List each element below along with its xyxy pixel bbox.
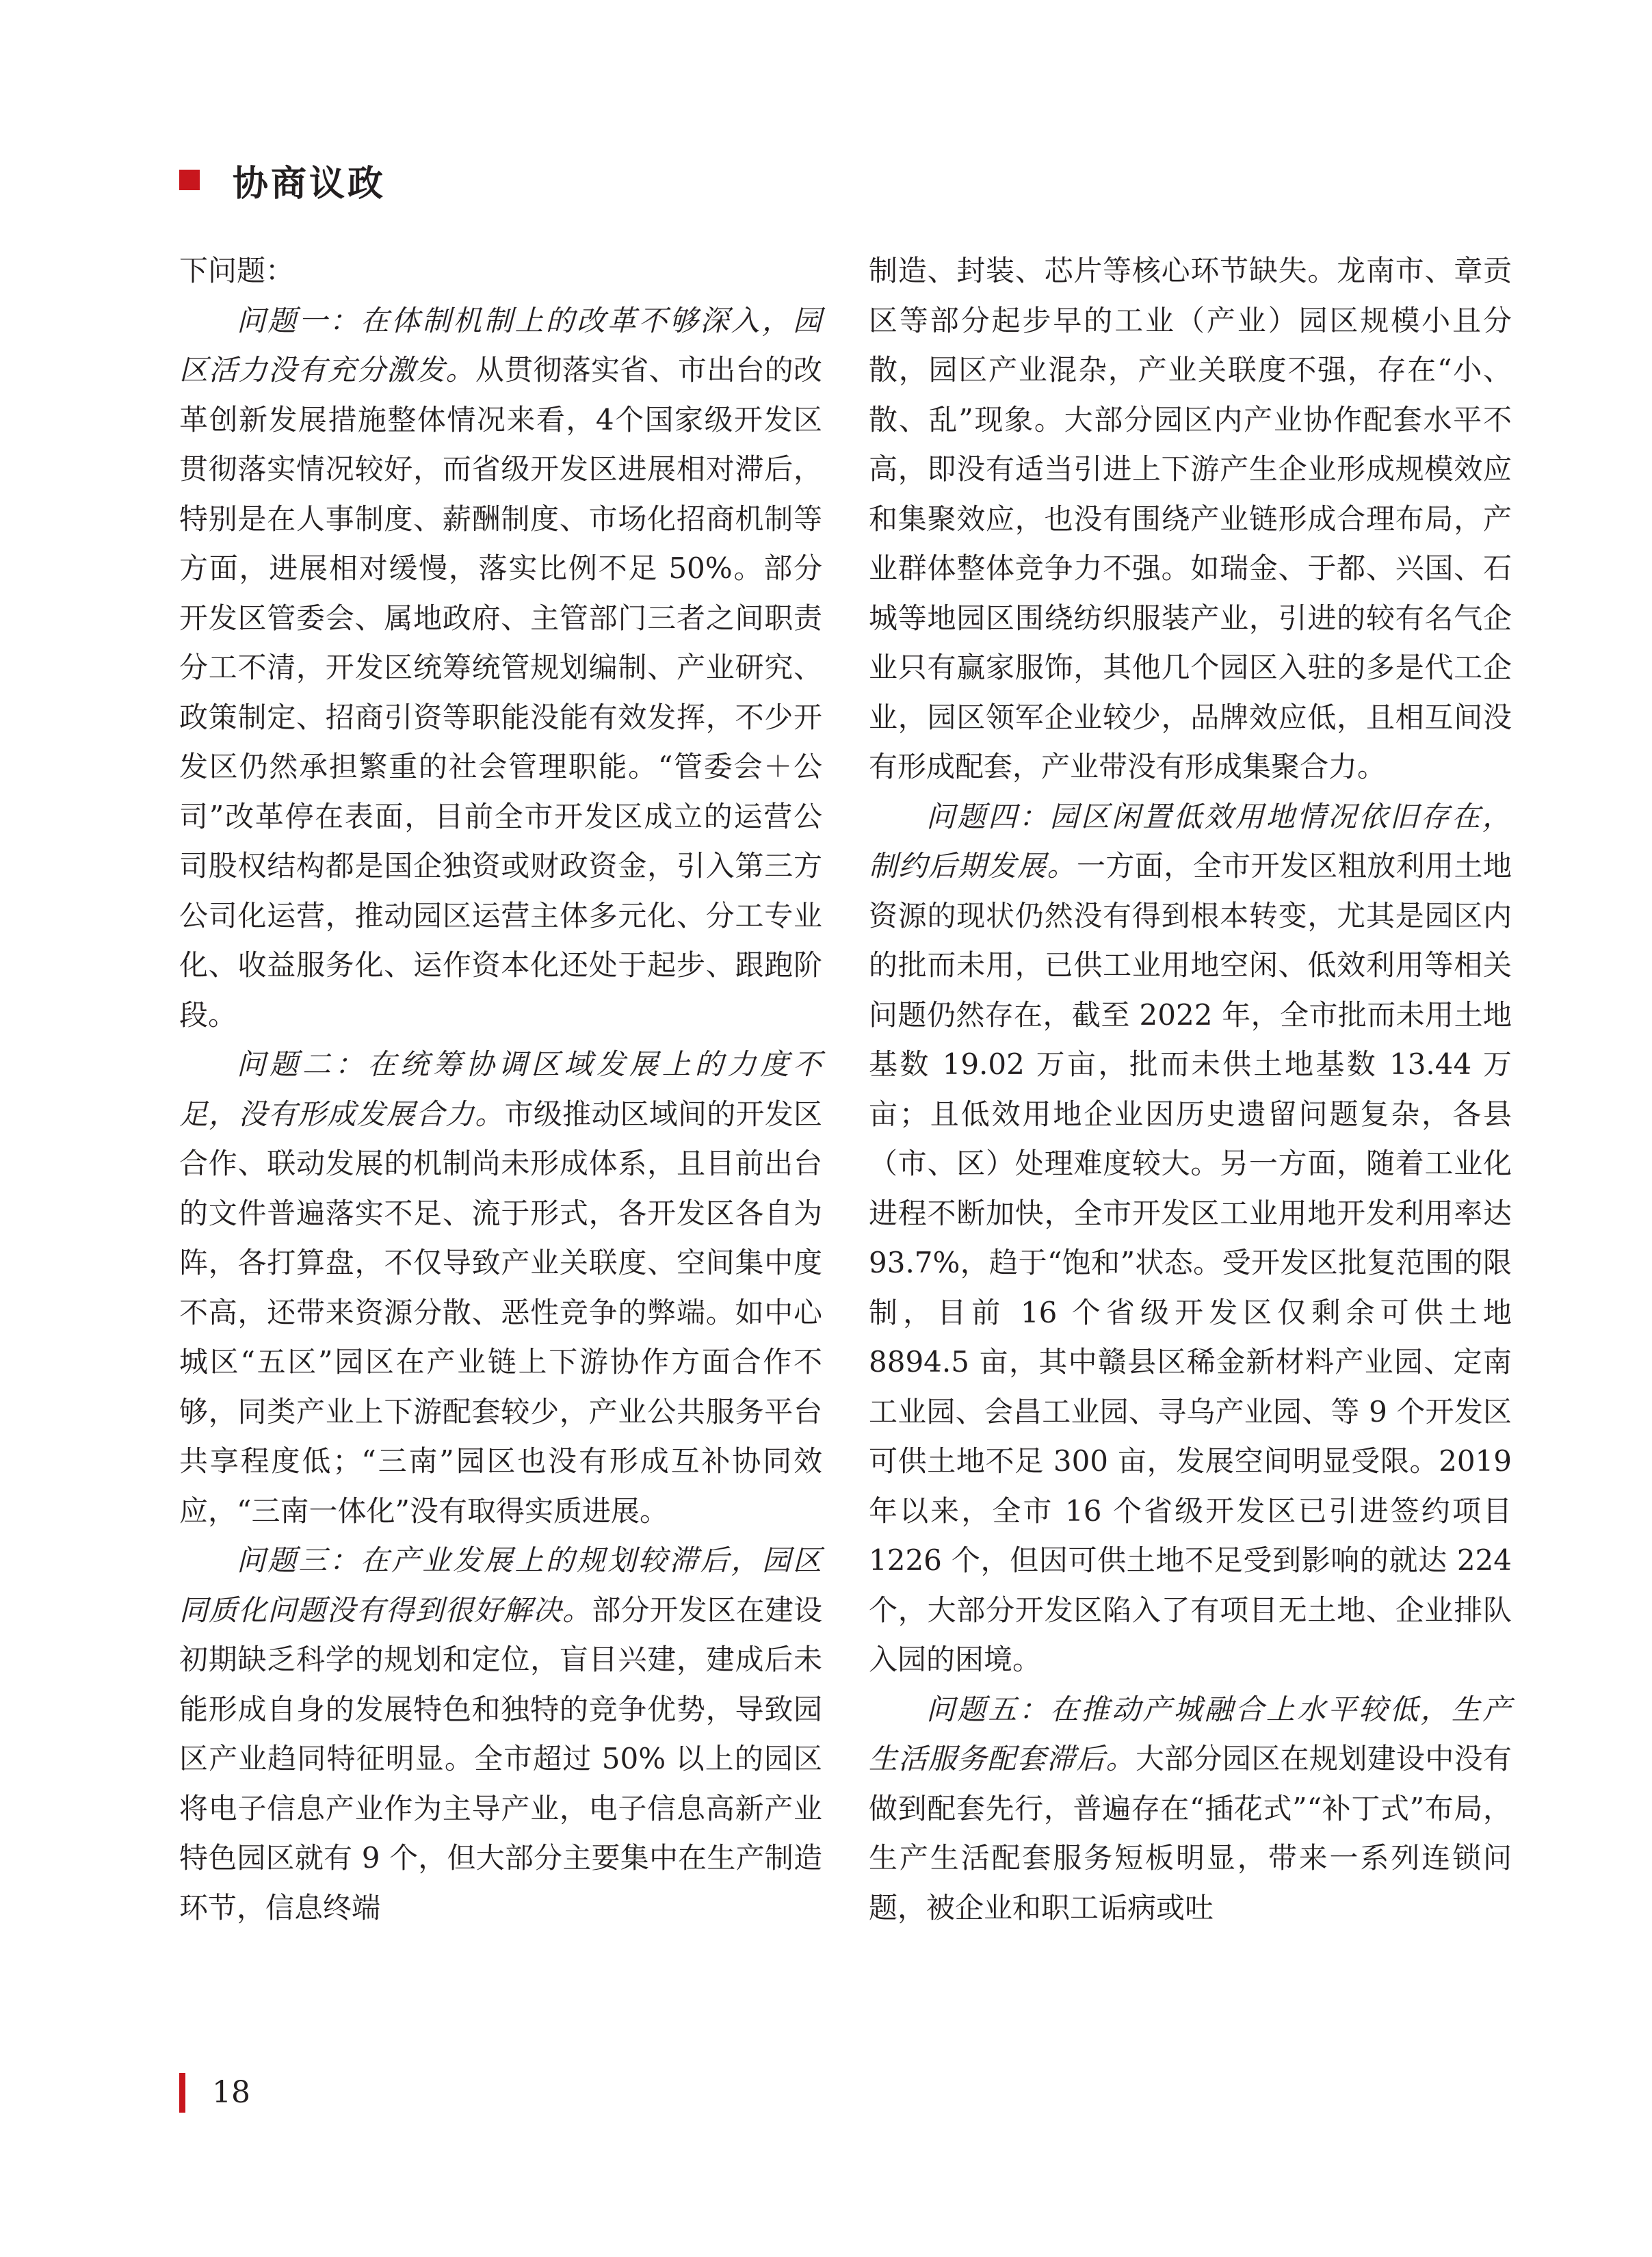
paragraph-issue-four — [869, 792, 1512, 1685]
issue-four-heading: 问题四：园区闲置低效用地情况依旧存在，制约后期发展。 — [869, 799, 1512, 883]
issue-three-heading: 问题三：在产业发展上的规划较滞后，园区同质化问题没有得到很好解决。 — [179, 1543, 822, 1627]
red-square-icon — [179, 170, 200, 190]
paragraph-issue-three — [179, 1536, 822, 1933]
issue-two-body: 市级推动区域间的开发区合作、联动发展的机制尚未形成体系，且目前出台的文件普遍落实不足、流于形式，各开发区各自为阵，各打算盘，不仅导致产业关联度、空间集中度不高，还带来资源分散、恶性竞争的弊端。如中心城区“五区”园区在产业链上下游协作方面合作不够，同类产业上下游配套较少，产业公共服务平台共享程度低；“三南”园区也没有形成互补协同效应，“三南一体化”没有取得实质进展。 — [179, 1097, 822, 1528]
right-column — [869, 246, 1512, 1933]
issue-five-body: 大部分园区在规划建设中没有做到配套先行，普遍存在“插花式”“补丁式”布局，生产生活配套服务短板明显，带来一系列连锁问题，被企业和职工诟病或吐 — [869, 1742, 1512, 1925]
paragraph-continuation-right: 制造、封装、芯片等核心环节缺失。龙南市、章贡区等部分起步早的工业（产业）园区规模小且分散，园区产业混杂，产业关联度不强，存在“小、散、乱”现象。大部分园区内产业协作配套水平不高，即没有适当引进上下游产生企业形成规模效应和集聚效应，也没有围绕产业链形成合理布局，产业群体整体竞争力不强。如瑞金、于都、兴国、石城等地园区围绕纺织服装产业，引进的较有名气企业只有赢家服饰，其他几个园区入驻的多是代工企业，园区领军企业较少，品牌效应低，且相互间没有形成配套，产业带没有形成集聚合力。 — [869, 254, 1512, 783]
section-title: 协商议政 — [233, 163, 386, 205]
page-number: 18 — [212, 2075, 250, 2110]
paragraph-issue-one — [179, 296, 822, 1041]
paragraph-issue-five — [869, 1685, 1512, 1933]
issue-one-body: 从贯彻落实省、市出台的改革创新发展措施整体情况来看，4个国家级开发区贯彻落实情况较好，而省级开发区进展相对滞后，特别是在人事制度、薪酬制度、市场化招商机制等方面，进展相对缓慢，落实比例不足 50%。部分开发区管委会、属地政府、主管部门三者之间职责分工不清，开发区统筹统管规划编制、产业研究、政策制定、招商引资等职能没能有效发挥，不少开发区仍然承担繁重的社会管理职能。“管委会＋公司”改革停在表面，目前全市开发区成立的运营公司股权结构都是国企独资或财政资金，引入第三方公司化运营，推动园区运营主体多元化、分工专业化、收益服务化、运作资本化还处于起步、跟跑阶段。 — [179, 353, 822, 1032]
issue-two-heading: 问题二：在统筹协调区域发展上的力度不足，没有形成发展合力。 — [179, 1047, 822, 1131]
issue-four-body: 一方面，全市开发区粗放利用土地资源的现状仍然没有得到根本转变，尤其是园区内的批而未用，已供工业用地空闲、低效利用等相关问题仍然存在，截至 2022 年，全市批而未用土地基数 19.02 万亩，批而未供土地基数 13.44 万亩；且低效用地企业因历史遗留问题复杂，各县（市、区）处理难度较大。另一方面，随着工业化进程不断加快，全市开发区工业用地开发利用率达 93.7%，趋于“饱和”状态。受开发区批复范围的限制，目前 16 个省级开发区仅剩余可供土地 8894.5 亩，其中赣县区稀金新材料产业园、定南工业园、会昌工业园、寻乌产业园、等 9 个开发区可供土地不足 300 亩，发展空间明显受限。2019 年以来，全市 16 个省级开发区已引进签约项目 1226 个，但因可供土地不足受到影响的就达 224 个，大部分开发区陷入了有项目无土地、企业排队入园的困境。 — [869, 849, 1512, 1676]
issue-one-heading: 问题一：在体制机制上的改革不够深入，园区活力没有充分激发。 — [179, 303, 822, 387]
issue-three-body: 部分开发区在建设初期缺乏科学的规划和定位，盲目兴建，建成后未能形成自身的发展特色和独特的竞争优势，导致园区产业趋同特征明显。全市超过 50% 以上的园区将电子信息产业作为主导产业，电子信息高新产业特色园区就有 9 个，但大部分主要集中在生产制造环节，信息终端 — [179, 1593, 822, 1925]
section-header — [179, 156, 386, 204]
issue-five-heading: 问题五：在推动产城融合上水平较低，生产生活服务配套滞后。 — [869, 1692, 1512, 1775]
left-column — [179, 246, 822, 1933]
paragraph-continuation: 下问题： — [179, 254, 295, 287]
red-bar-icon — [179, 2073, 185, 2113]
paragraph-issue-two — [179, 1040, 822, 1536]
